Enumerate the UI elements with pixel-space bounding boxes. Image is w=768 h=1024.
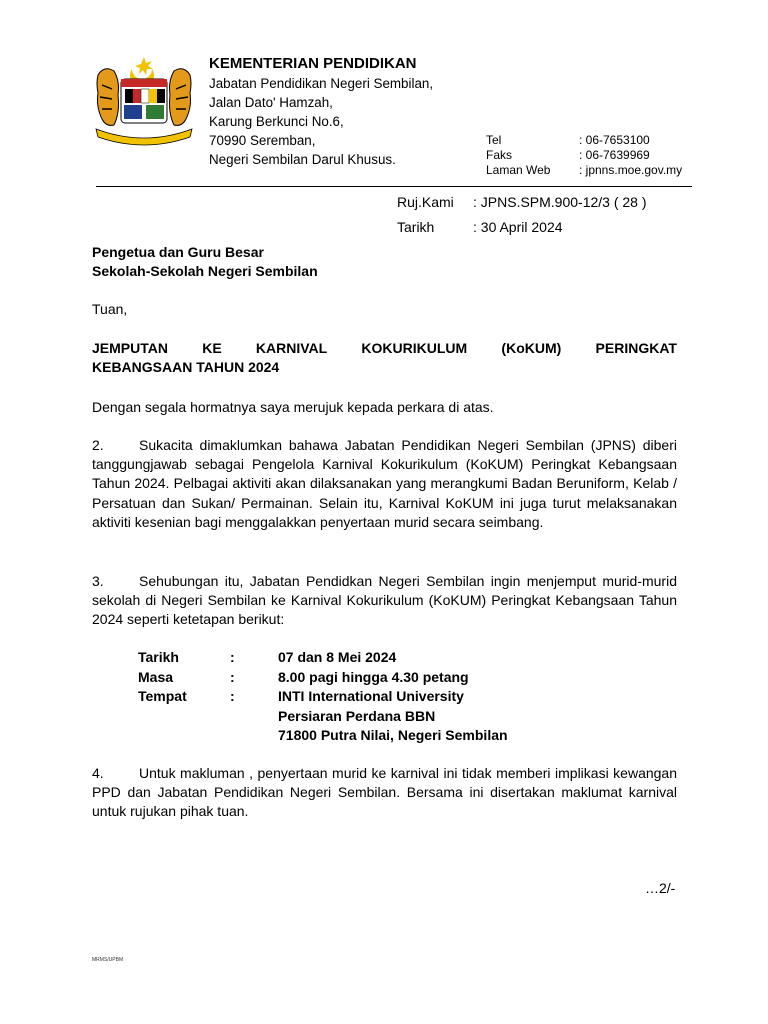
recipient-line: Pengetua dan Guru Besar <box>92 244 264 260</box>
contact-label: Tel <box>486 133 502 147</box>
date-label: Tarikh <box>397 219 435 235</box>
department-address <box>209 74 433 169</box>
paragraph-4 <box>92 764 677 822</box>
event-value: INTI International University <box>278 688 464 705</box>
website-link[interactable]: : jpnns.moe.gov.my <box>579 163 683 177</box>
header-divider <box>96 186 692 187</box>
reference-number <box>397 193 647 211</box>
subject-word: (KoKUM) <box>501 340 562 356</box>
ministry-name: KEMENTERIAN PENDIDIKAN <box>209 55 417 72</box>
event-label: Tempat <box>138 688 187 705</box>
event-place-row <box>138 687 508 707</box>
event-value: Persiaran Perdana BBN <box>278 707 436 724</box>
contact-tel <box>486 133 682 148</box>
paragraph-number: 2. <box>92 437 104 453</box>
paragraph-3 <box>92 572 677 630</box>
contact-label: Faks <box>486 148 513 162</box>
letter-date <box>397 218 563 236</box>
subject-word: PERINGKAT <box>595 340 677 356</box>
recipient-block <box>92 243 677 281</box>
event-date-row <box>138 648 508 668</box>
paragraph-number: 3. <box>92 573 104 589</box>
subject-heading <box>92 339 677 377</box>
salutation: Tuan, <box>92 301 128 317</box>
event-time-row <box>138 668 508 688</box>
event-value: 07 dan 8 Mei 2024 <box>278 649 397 665</box>
contact-value: : 06-7653100 <box>579 133 650 147</box>
contact-value: : 06-7639969 <box>579 148 650 162</box>
footer-code: MRMS/UPBM <box>92 957 124 963</box>
opening-paragraph: Dengan segala hormatnya saya merujuk kepada perkara di atas. <box>92 399 494 415</box>
event-value: 71800 Putra Nilai, Negeri Sembilan <box>278 727 508 744</box>
page-continuation: …2/- <box>645 880 676 896</box>
contact-web <box>486 163 682 178</box>
subject-line-1 <box>92 339 677 358</box>
paragraph-text: Untuk makluman , penyertaan murid ke karnival ini tidak memberi implikasi kewangan PPD dan Jabatan Pendidikan Negeri Sembilan. Bersama ini disertakan maklumat karnival untuk rujukan pihak tuan. <box>92 765 677 820</box>
event-details <box>138 648 508 746</box>
subject-word: KARNIVAL <box>255 340 328 356</box>
event-colon: : <box>230 688 235 705</box>
event-colon: : <box>230 668 235 685</box>
subject-word: KE <box>202 340 222 356</box>
paragraph-text: Sehubungan itu, Jabatan Pendidkan Negeri Sembilan ingin menjemput murid-murid sekolah di Negeri Sembilan ke Karnival Kokurikulum (KoKUM) Peringkat Kebangsaan Tahun 2024 seperti ketetapan berikut: <box>92 573 677 628</box>
paragraph-text: Sukacita dimaklumkan bahawa Jabatan Pendidikan Negeri Sembilan (JPNS) diberi tanggungjawab sebagai Pengelola Karnival Kokurikulum (KoKUM) Peringkat Kebangsaan Tahun 2024. Pelbagai aktiviti akan dilaksanakan yang merangkumi Badan Beruniform, Kelab / Persatuan dan Sukan/ Permainan. Selain itu, Karnival KoKUM ini juga turut melaksanakan aktiviti kesenian bagi menggalakkan penyertaan murid secara seimbang. <box>92 437 677 530</box>
address-line: Negeri Sembilan Darul Khusus. <box>209 152 396 167</box>
subject-word: JEMPUTAN <box>92 340 168 356</box>
paragraph-number: 4. <box>92 765 104 781</box>
recipient-line: Sekolah-Sekolah Negeri Sembilan <box>92 263 318 280</box>
event-colon: : <box>230 649 235 665</box>
address-line: Jabatan Pendidikan Negeri Sembilan, <box>209 76 434 91</box>
event-label: Masa <box>138 668 174 685</box>
event-value: 8.00 pagi hingga 4.30 petang <box>278 668 469 685</box>
subject-line-2: KEBANGSAAN TAHUN 2024 <box>92 359 280 376</box>
date-value: : 30 April 2024 <box>473 219 563 235</box>
paragraph-2 <box>92 436 677 532</box>
reference-value: : JPNS.SPM.900-12/3 ( 28 ) <box>473 194 647 210</box>
event-place-row <box>138 707 508 727</box>
contact-block <box>486 133 682 178</box>
reference-label: Ruj.Kami <box>397 194 454 210</box>
coat-of-arms-logo <box>88 55 200 147</box>
event-label: Tarikh <box>138 649 179 665</box>
contact-label: Laman Web <box>486 163 551 177</box>
contact-fax <box>486 148 682 163</box>
address-line: Karung Berkunci No.6, <box>209 114 344 129</box>
address-line: Jalan Dato' Hamzah, <box>209 95 333 110</box>
event-place-row <box>138 726 508 746</box>
subject-word: KOKURIKULUM <box>361 340 468 356</box>
address-line: 70990 Seremban, <box>209 133 316 148</box>
